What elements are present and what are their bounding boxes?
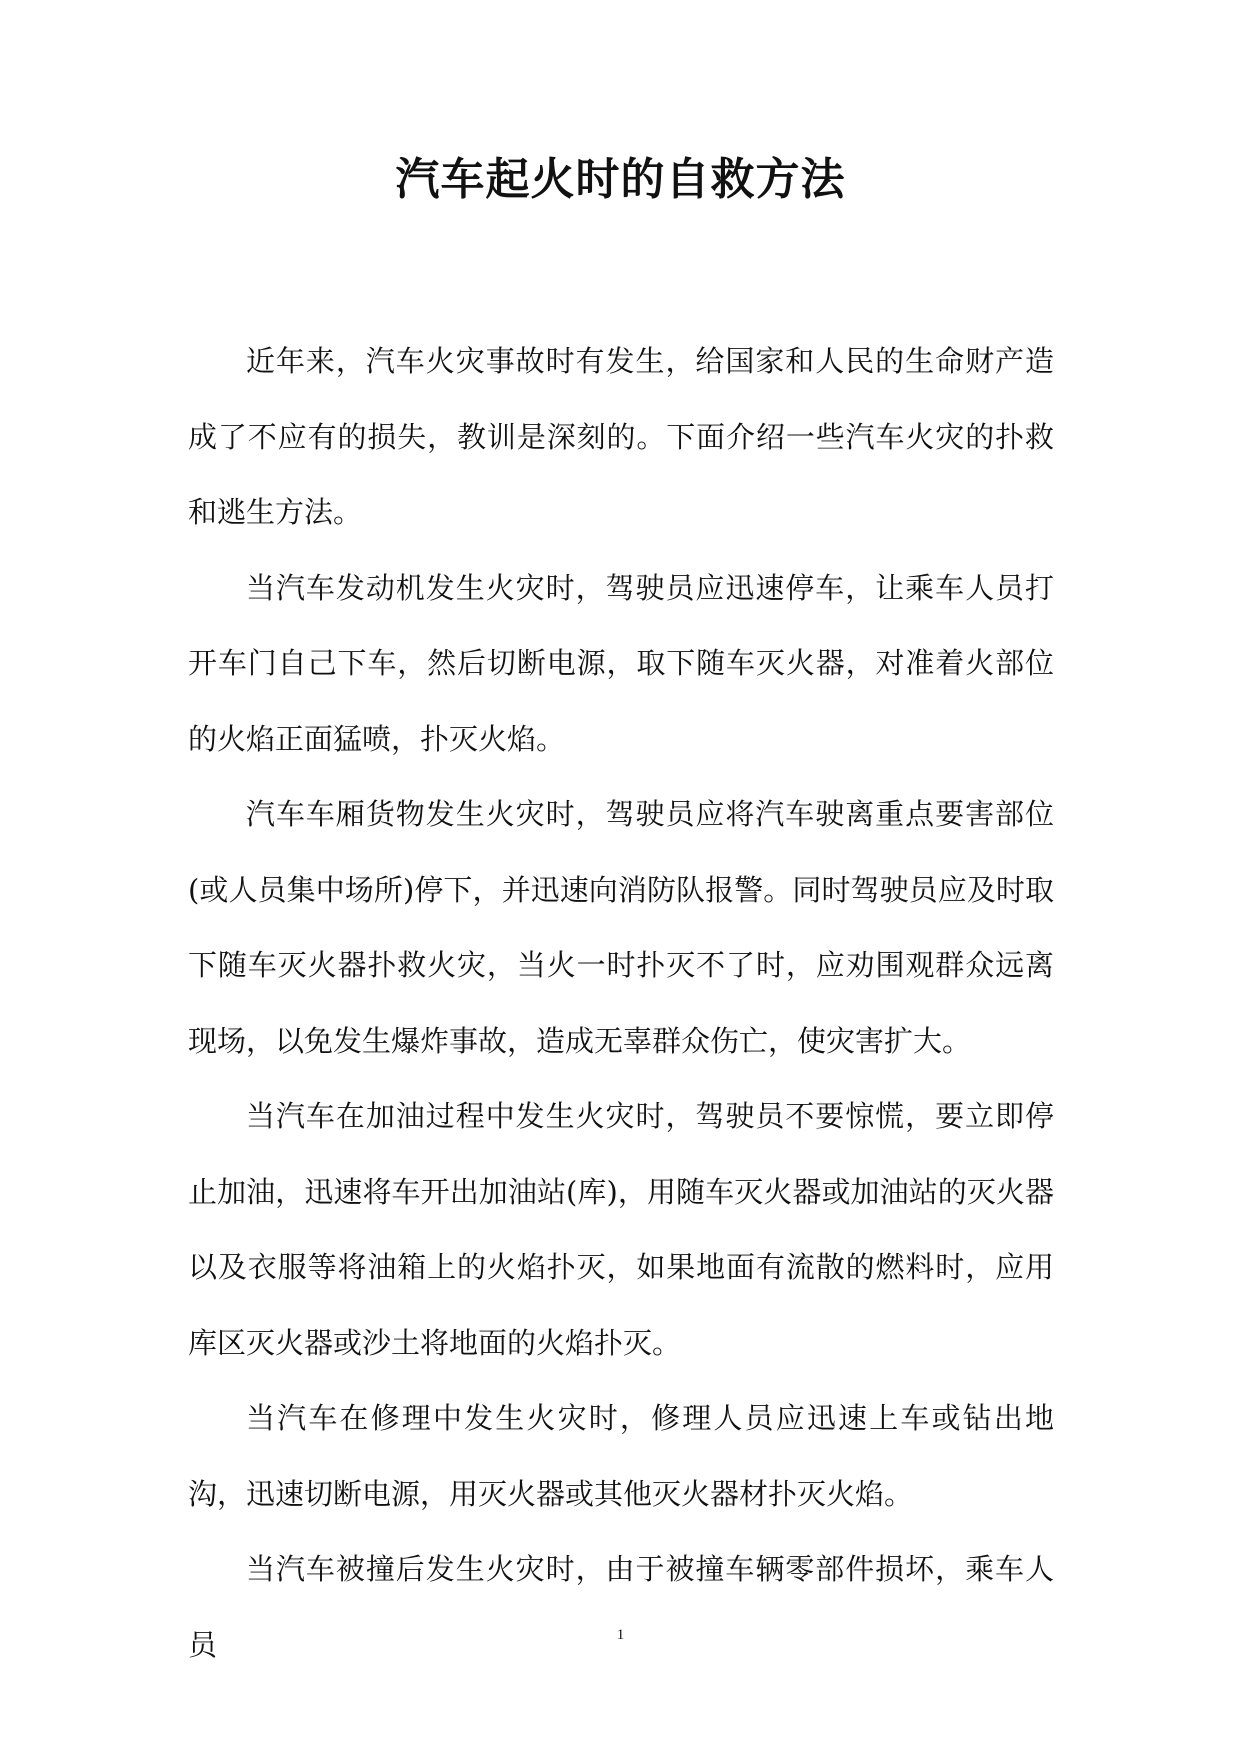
document-body — [188, 324, 1054, 1683]
paragraph-refueling-fire: 当汽车在加油过程中发生火灾时，驾驶员不要惊慌，要立即停止加油，迅速将车开出加油站(库)，用随车灭火器或加油站的灭火器以及衣服等将油箱上的火焰扑灭，如果地面有流散的燃料时，应用库区灭火器或沙土将地面的火焰扑灭。 — [188, 1099, 1054, 1360]
document-title: 汽车起火时的自救方法 — [395, 154, 846, 205]
paragraph-cargo-fire: 汽车车厢货物发生火灾时，驾驶员应将汽车驶离重点要害部位(或人员集中场所)停下，并迅速向消防队报警。同时驾驶员应及时取下随车灭火器扑救火灾，当火一时扑灭不了时，应劝围观群众远离现场，以免发生爆炸事故，造成无辜群众伤亡，使灾害扩大。 — [188, 797, 1054, 1058]
paragraph-repair-fire: 当汽车在修理中发生火灾时，修理人员应迅速上车或钻出地沟，迅速切断电源，用灭火器或其他灭火器材扑灭火焰。 — [188, 1401, 1054, 1511]
page-number: 1 — [616, 1627, 625, 1643]
paragraph-collision-fire: 当汽车被撞后发生火灾时，由于被撞车辆零部件损坏，乘车人员 — [188, 1552, 1054, 1662]
paragraph-intro: 近年来，汽车火灾事故时有发生，给国家和人民的生命财产造成了不应有的损失，教训是深刻的。下面介绍一些汽车火灾的扑救和逃生方法。 — [188, 344, 1054, 529]
paragraph-engine-fire: 当汽车发动机发生火灾时，驾驶员应迅速停车，让乘车人员打开车门自己下车，然后切断电源，取下随车灭火器，对准着火部位的火焰正面猛喷，扑灭火焰。 — [188, 570, 1054, 756]
